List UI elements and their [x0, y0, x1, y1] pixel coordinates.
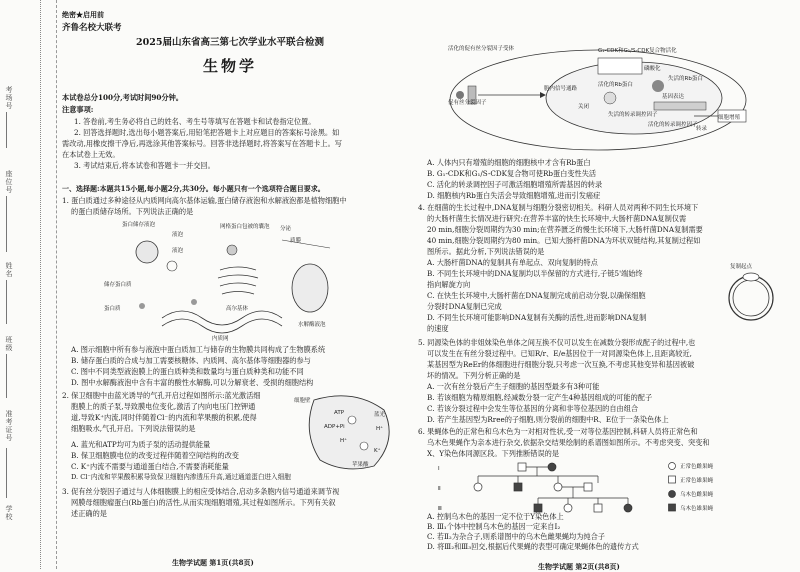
- generation-label: Ⅰ: [438, 466, 440, 472]
- q6-stem: 6. 果蝇体色的正常色和乌木色为一对相对性状,受一对等位基因控制,科研人员将正常色和: [418, 427, 698, 436]
- q3-stem: 3. 促有丝分裂因子通过与人体细胞膜上的相应受体结合,启动多条胞内信号通道来调节视: [62, 487, 340, 496]
- normal-male: [584, 483, 592, 491]
- q1-option-a: A. 图示细胞中所有参与液泡中蛋白质加工与储存的生物膜共同构成了生物膜系统: [71, 345, 326, 354]
- q5-stem: 某基因型为ReEr的体细胞进行细胞分裂,只考虑一次互换,不考虑其他变异和基因被破: [427, 360, 695, 369]
- q2-stem: 细胞吸水,气孔开启。下列说法错误的是: [71, 424, 196, 433]
- rb-active-shape: [604, 92, 616, 104]
- er-shape: [162, 311, 282, 325]
- q6-option-a: A. 控制乌木色的基因一定不位于Y染色体上: [427, 512, 564, 521]
- note-line: 1. 答卷前,考生务必将自己的姓名、考生号等填写在答题卡和试卷指定位置。: [74, 117, 316, 126]
- vesicle-shape: [139, 303, 145, 309]
- q4-stem: 的大肠杆菌生长情况进行研究:在营养丰富的快生长环境中,大肠杆菌DNA复制仅需: [427, 214, 687, 223]
- q6-option-c: C. 若Ⅱ₂为杂合子,则系谱图中的乌木色雌果蝇均为纯合子: [427, 532, 605, 541]
- notes-heading: 注意事项:: [62, 105, 94, 114]
- q3-option-c: C. 活化的转录调控因子可激活细胞增殖所需基因的转录: [427, 180, 603, 189]
- normal-female: [554, 483, 562, 491]
- fill-line: [6, 354, 7, 398]
- fig-label: 储存蛋白质: [104, 282, 132, 288]
- normal-female: [564, 504, 572, 512]
- fig-label: 分泌: [280, 226, 292, 232]
- note-line: 2. 回答选择题时,选出每小题答案后,用铅笔把答题卡上对应题目的答案标号涂黑。如: [74, 128, 340, 137]
- fig-label: 细胞壁: [294, 398, 311, 404]
- q5-stem: 坏的情况。下列分析正确的是: [427, 371, 521, 380]
- hydrolase-vacuole-shape: [292, 264, 328, 312]
- fig-label: 蛋白质: [104, 306, 121, 312]
- q2-stem: 道,导致K⁺内流,同时伴随着Cl⁻的内流和苹果酸的积累,使得: [71, 413, 257, 422]
- admission-number-label: 准考证号: [5, 410, 13, 442]
- q4-option-c-cont: 分裂时DNA复制已完成: [427, 302, 502, 311]
- subject-title: 生物学: [202, 57, 257, 75]
- cut-line: [40, 0, 41, 569]
- q1-figure: [102, 218, 342, 342]
- fig-label: G₁-CDK和G₁/S-CDK复合物活化: [598, 48, 677, 54]
- q3-stem: 述正确的是: [71, 509, 107, 518]
- fig-label: 失活的转录调控因子: [608, 112, 658, 118]
- q6-stem: X、Y染色体同源区段。下列推断错误的是: [427, 449, 560, 458]
- q4-stem: 图所示。据此分析,下列说法错误的是: [427, 247, 545, 256]
- legend-label: 正常色雄果蝇: [680, 478, 714, 484]
- seat-number-label: 座位号: [5, 170, 13, 194]
- fig-label: 磷酸化: [644, 66, 661, 72]
- q4-option-d: D. 不同生长环境可能影响DNA复制有关酶的活性,进而影响DNA复制: [427, 313, 647, 322]
- q2-option-c: C. K⁺内流不需要与通道蛋白结合,不需要消耗能量: [71, 462, 229, 471]
- rb-inactive-shape: [652, 80, 664, 92]
- legend-ebony-male-symbol: [669, 504, 676, 511]
- ebony-male: [534, 504, 542, 512]
- exam-room-label: 考场号: [5, 86, 13, 110]
- q3-option-b: B. G₁-CDK和G₁/S-CDK复合物可使Rb蛋白变性失活: [427, 169, 597, 178]
- ebony-female: [548, 463, 556, 471]
- fill-line: [6, 196, 7, 252]
- page-footer: 生物学试题 第1页(共8页): [172, 558, 254, 567]
- storage-vacuole-shape: [136, 241, 158, 263]
- q1-stem: 1. 蛋白质通过多种途径从内质网向高尔基体运输,蛋白储存液泡和水解液泡都是植物细胞中: [62, 196, 347, 205]
- fill-line: [6, 448, 7, 498]
- fig-label: H⁺: [376, 426, 384, 432]
- dna-strand-shape: [654, 102, 706, 110]
- fig-label: 促有丝分裂因子: [448, 100, 487, 106]
- fig-label: 网格蛋白包被的囊泡: [220, 224, 270, 230]
- q1-option-d: D. 图中水解酶液泡中含有丰富的酸性水解酶,可以分解衰老、受损的细胞结构: [71, 378, 314, 387]
- q2-option-a: A. 蓝光和ATP均可为质子泵的活动提供能量: [71, 440, 211, 449]
- fig-label: K⁺: [374, 448, 381, 454]
- q2-figure: [294, 390, 398, 470]
- q2-option-b: B. 保卫细胞膜电位的改变过程伴随着空间结构的改变: [71, 451, 239, 460]
- union-name: 齐鲁名校大联考: [62, 23, 122, 33]
- fig-label: 苹果酸: [352, 462, 369, 468]
- guard-cell-shape: [309, 396, 389, 469]
- fig-label: ATP: [334, 410, 345, 416]
- name-label: 姓名: [5, 262, 13, 278]
- fill-line: [6, 112, 7, 148]
- q6-option-b: B. Ⅲ₁个体中控制乌木色的基因一定来自Ⅰ₂: [427, 522, 561, 531]
- q6-stem: 乌木色果蝇作为亲本进行杂交,依据杂交结果绘制的系谱图如图所示。不考虑突变、突变和: [427, 438, 710, 447]
- q5-stem: 5. 同源染色体的非姐妹染色单体之间互换不仅可以发生在减数分裂形成配子的过程中,也: [418, 338, 696, 347]
- legend-label: 正常色雌果蝇: [680, 464, 714, 470]
- ebony-male: [514, 483, 522, 491]
- q4-option-a: A. 大肠杆菌DNA的复制具有单起点、双向复制的特点: [427, 258, 598, 267]
- q3-figure: [448, 40, 748, 154]
- q4-stem: 40 min,细胞分裂周期约为80 min。已知大肠杆菌DNA为环状双链结构,其复制过程如: [427, 236, 701, 245]
- fig-label: 活化的Rb蛋白: [598, 82, 633, 88]
- q4-stem: 20 min,细胞分裂周期约为30 min;在营养匮乏的慢生长环境下,大肠杆菌DNA复制需要: [427, 225, 703, 234]
- generation-label: Ⅲ: [438, 506, 442, 512]
- page-2: [418, 0, 790, 569]
- fig-label: 液泡: [172, 232, 184, 238]
- q1-option-c: C. 图中不同类型液泡膜上的蛋白质种类和数量均与蛋白质种类和功能不同: [71, 367, 304, 376]
- q4-figure: [718, 260, 784, 326]
- coated-vesicle-shape: [227, 245, 237, 255]
- q2-stem: 2. 保卫细胞中由蓝光诱导的气孔开启过程如图所示:蓝光激活细: [62, 391, 261, 400]
- er-shape: [162, 319, 282, 333]
- score-note: 本试卷总分100分,考试时间90分钟。: [62, 93, 183, 102]
- proton-pump-shape: [348, 416, 356, 424]
- q5-option-a: A. 一次有丝分裂后产生子细胞的基因型最多有3种可能: [427, 382, 600, 391]
- fig-label: 转录: [696, 126, 708, 132]
- k-channel-shape: [360, 442, 368, 450]
- section-heading: 一、选择题:本题共15小题,每小题2分,共30分。每小题只有一个选项符合题目要求。: [62, 184, 325, 193]
- fig-label: 活化的转录调控因子: [648, 122, 698, 128]
- fig-label: 胞内信号通路: [544, 86, 578, 92]
- replication-bubble: [743, 273, 759, 281]
- class-label: 班级: [5, 336, 13, 352]
- q6-option-d: D. 将Ⅲ₂和Ⅲ₃回交,根据后代果蝇的表型可确定果蝇体色的遗传方式: [427, 542, 639, 551]
- q2-option-d: D. Cl⁻内流和苹果酸积累导致保卫细胞内渗透压升高,通过通道蛋白进入细胞: [71, 473, 291, 481]
- q4-option-b-cont: 指向解旋方向: [427, 280, 471, 289]
- fig-label: 蓝光: [374, 412, 386, 418]
- fig-label: 蛋白储存液泡: [122, 222, 156, 228]
- normal-female: [474, 483, 482, 491]
- q5-option-d: D. 若产生基因型为Rree的子细胞,则分裂前的细胞中R、E位于一条染色体上: [427, 415, 669, 424]
- confidential-mark: 绝密★启用前: [62, 10, 104, 19]
- ebony-female: [624, 504, 632, 512]
- fig-label: 基因表达: [662, 94, 685, 100]
- q3-stem: 网膜母细胞瘤蛋白(Rb蛋白)的活性,从而实现细胞增殖,其过程如图所示。下列有关叙: [71, 498, 336, 507]
- q2-stem: 胞膜上的质子泵,导致膜电位变化,激活了内向电压门控钾通: [71, 402, 256, 411]
- fig-label: 活化的促有丝分裂因子受体: [448, 46, 515, 52]
- school-label: 学校: [5, 505, 13, 521]
- legend-normal-male-symbol: [669, 476, 676, 483]
- q3-option-a: A. 人体内只有增殖的细胞的细胞核中才含有Rb蛋白: [427, 158, 591, 167]
- q1-stem: 的蛋白质储存场所。下列说法正确的是: [71, 207, 194, 216]
- fig-label: 水解酶液泡: [298, 322, 326, 328]
- mitogen-shape: [456, 91, 464, 99]
- fig-label: 细胞增殖: [718, 115, 741, 121]
- q6-pedigree: [438, 460, 758, 518]
- normal-male: [594, 504, 602, 512]
- binding-margin: [0, 0, 57, 569]
- fig-label: 内质网: [212, 336, 229, 342]
- vesicle-shape: [191, 299, 197, 305]
- page-footer: 生物学试题 第2页(共8页): [538, 562, 620, 571]
- q4-option-d-cont: 的速度: [427, 324, 449, 333]
- q4-option-c: C. 在快生长环境中,大肠杆菌在DNA复制完成前启动分裂,以确保细胞: [427, 291, 646, 300]
- fill-line: [6, 280, 7, 324]
- q5-option-b: B. 若该细胞为精原细胞,经减数分裂一定产生4种基因组成的可能的配子: [427, 393, 653, 402]
- q4-option-b: B. 不同生长环境中的DNA复制均以半保留的方式进行,子链5'端始终: [427, 269, 643, 278]
- vesicle-shape: [167, 261, 177, 271]
- note-line: 在本试卷上无效。: [62, 150, 120, 159]
- legend-label: 乌木色雌果蝇: [680, 492, 714, 498]
- fig-label: 复制起点: [730, 264, 753, 270]
- page-1: [62, 0, 398, 569]
- circular-dna-outer: [729, 276, 773, 320]
- arrow-head: [540, 92, 546, 98]
- circular-dna-inner: [733, 280, 769, 316]
- golgi-shape: [218, 267, 258, 294]
- q3-option-d: D. 细胞核内Rb蛋白失活会导致细胞增殖,进而引发癌症: [427, 191, 601, 200]
- q1-option-b: B. 储存蛋白质的合成与加工需要核糖体、内质网、高尔基体等细胞器的参与: [71, 356, 311, 365]
- legend-normal-female-symbol: [669, 463, 676, 470]
- fig-label: 关闭: [578, 104, 590, 110]
- note-line: 3. 考试结束后,将本试卷和答题卡一并交回。: [74, 161, 215, 170]
- fig-label: 高尔基体: [226, 306, 249, 312]
- q5-stem: 可以发生在有丝分裂过程中。已知R/r、E/e基因位于一对同源染色体上,且距离较近,: [427, 349, 692, 358]
- cdk-box: [598, 58, 642, 74]
- q5-option-c: C. 若该分裂过程中会发生等位基因的分离和非等位基因的自由组合: [427, 404, 639, 413]
- fig-label: 液泡: [172, 248, 184, 254]
- legend-label: 乌木色雄果蝇: [680, 506, 714, 512]
- generation-label: Ⅱ: [438, 486, 441, 492]
- fig-label: H⁺: [340, 438, 348, 444]
- fig-label: ADP+Pi: [324, 424, 345, 430]
- exam-title: 2025届山东省高三第七次学业水平联合检测: [136, 37, 324, 48]
- fig-label: 质膜: [290, 238, 302, 244]
- fig-label: 失活的Rb蛋白: [668, 76, 703, 82]
- legend-ebony-female-symbol: [669, 491, 676, 498]
- q4-stem: 4. 在细菌的生长过程中,DNA复制与细胞分裂密切相关。科研人员对两种不同生长环境下: [418, 203, 699, 212]
- note-line: 需改动,用橡皮擦干净后,再选涂其他答案标号。回答非选择题时,将答案写在答题卡上。写: [62, 139, 342, 148]
- normal-male: [518, 463, 526, 471]
